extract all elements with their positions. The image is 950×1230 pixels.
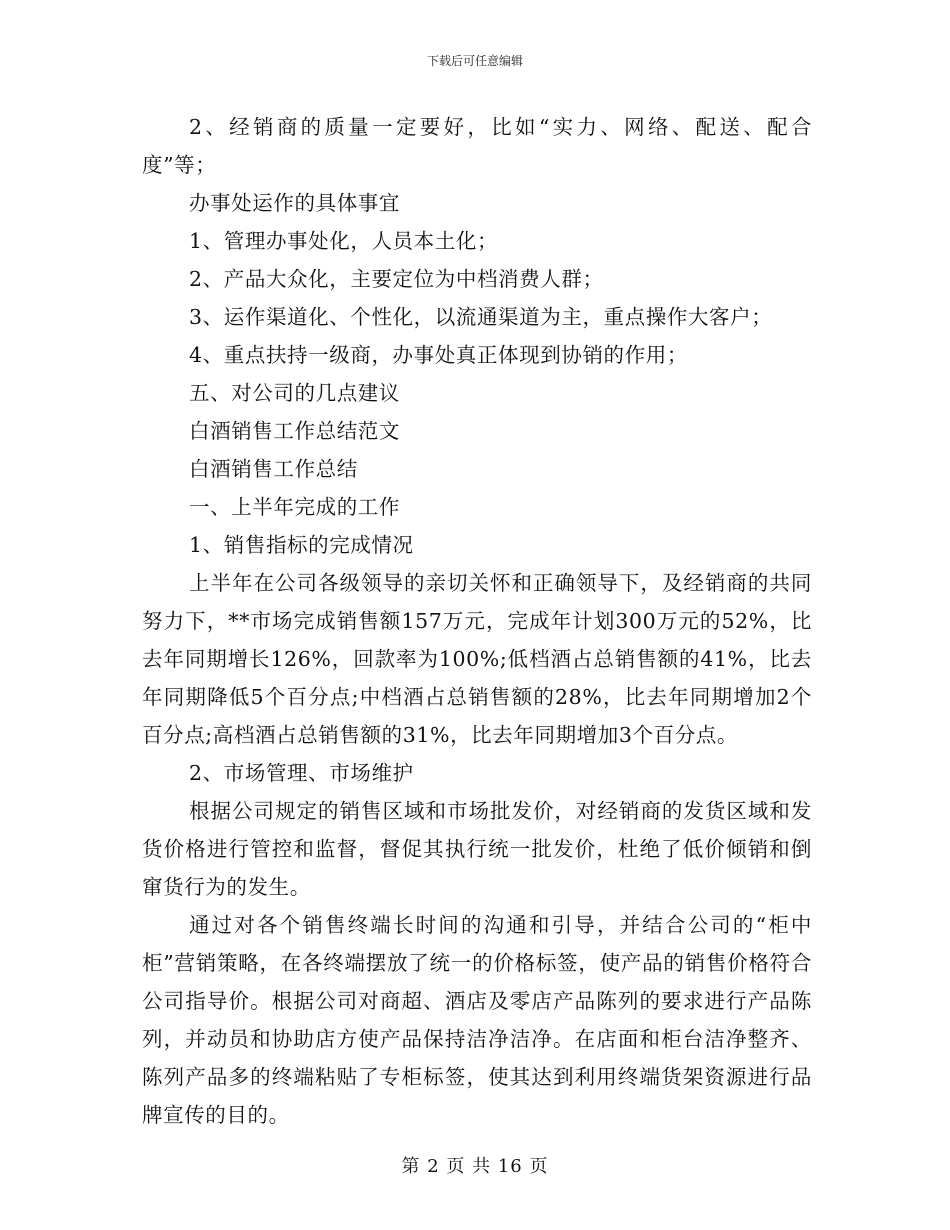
section-heading: 五、对公司的几点建议: [189, 381, 400, 405]
document-body: [142, 108, 812, 1134]
paragraph: 根据公司规定的销售区域和市场批发价，对经销商的发货区域和发货价格进行管控和监督，督促其执行统一批发价，杜绝了低价倾销和倒窜货行为的发生。: [142, 799, 812, 899]
section-heading: 办事处运作的具体事宜: [189, 191, 400, 215]
list-item: 1、管理办事处化，人员本土化；: [189, 229, 499, 253]
paragraph: 通过对各个销售终端长时间的沟通和引导，并结合公司的“柜中柜”营销策略，在各终端摆放了统一的价格标签，使产品的销售价格符合公司指导价。根据公司对商超、酒店及零店产品陈列的要求进行产品陈列，并动员和协助店方使产品保持洁净洁净。在店面和柜台洁净整齐、陈列产品多的终端粘贴了专柜标签，使其达到利用终端货架资源进行品牌宣传的目的。: [142, 913, 812, 1127]
paragraph: 上半年在公司各级领导的亲切关怀和正确领导下，及经销商的共同努力下，**市场完成销售额157万元，完成年计划300万元的52%，比去年同期增长126%，回款率为100%;低档酒占总销售额的41%，比去年同期降低5个百分点;中档酒占总销售额的28%，比去年同期增加2个百分点;高档酒占总销售额的31%，比去年同期增加3个百分点。: [142, 571, 812, 747]
page-number: 第 2 页 共 16 页: [401, 1156, 549, 1177]
subsection-heading: 1、销售指标的完成情况: [189, 533, 414, 557]
paragraph: 2、经销商的质量一定要好，比如“实力、网络、配送、配合度”等；: [142, 115, 812, 177]
list-item: 2、产品大众化，主要定位为中档消费人群；: [189, 267, 604, 291]
document-subtitle: 白酒销售工作总结: [189, 457, 358, 481]
list-item: 4、重点扶持一级商，办事处真正体现到协销的作用；: [189, 343, 688, 367]
page-header: 下载后可任意编辑: [426, 54, 523, 68]
document-title: 白酒销售工作总结范文: [189, 419, 400, 443]
section-heading: 一、上半年完成的工作: [189, 495, 400, 519]
list-item: 3、运作渠道化、个性化，以流通渠道为主，重点操作大客户；: [189, 305, 773, 329]
subsection-heading: 2、市场管理、市场维护: [189, 761, 414, 785]
